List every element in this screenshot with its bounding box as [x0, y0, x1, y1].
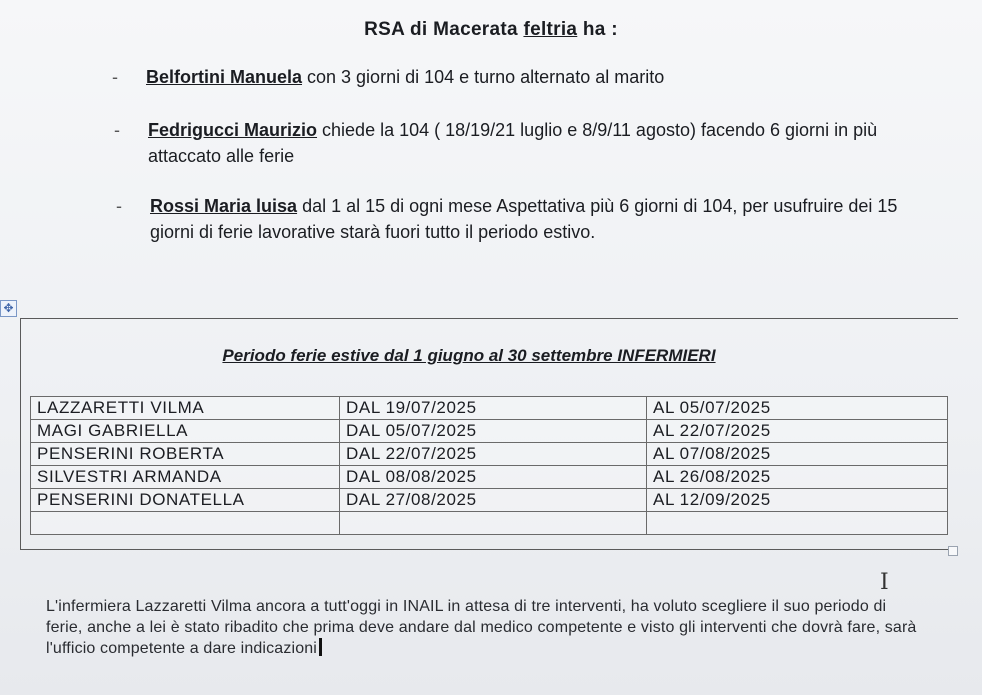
cell-to[interactable]: AL 12/09/2025 [647, 489, 948, 512]
cell-from[interactable]: DAL 08/08/2025 [340, 466, 647, 489]
bullet-item [112, 64, 946, 90]
bullet-item [114, 117, 948, 169]
cell-to[interactable]: AL 22/07/2025 [647, 420, 948, 443]
bullet-text: chiede la 104 ( 18/19/21 luglio e 8/9/11 agosto) facendo 6 giorni in più attaccato alle ferie [148, 120, 878, 166]
title-prefix: RSA di Macerata [364, 19, 524, 40]
cell-name[interactable]: LAZZARETTI VILMA [31, 397, 340, 420]
table-resize-handle[interactable] [948, 546, 958, 556]
table-row [31, 397, 948, 420]
table-row [31, 489, 948, 512]
table-caption: Periodo ferie estive dal 1 giugno al 30 settembre INFERMIERI [222, 346, 716, 365]
cell-from[interactable]: DAL 27/08/2025 [340, 489, 647, 512]
document-title [0, 19, 982, 41]
cell-from[interactable]: DAL 19/07/2025 [340, 397, 647, 420]
cell-to[interactable]: AL 05/07/2025 [647, 397, 948, 420]
bullet-text: con 3 giorni di 104 e turno alternato al marito [302, 67, 665, 87]
table-move-handle-icon[interactable]: ✥ [0, 300, 17, 317]
bullet-item [116, 193, 920, 245]
cell-name[interactable] [31, 512, 340, 535]
text-caret [319, 638, 322, 656]
title-underlined-word: feltria [523, 19, 578, 40]
cell-to[interactable]: AL 26/08/2025 [647, 466, 948, 489]
note-text: L'infermiera Lazzaretti Vilma ancora a tutt'oggi in INAIL in attesa di tre interventi, ha voluto scegliere il suo periodo di ferie, anche a lei è stato ribadito che prima deve andare dal medico competente e visto gli interventi che dovrà fare, sarà l'ufficio competente a dare indicazioni [46, 598, 917, 657]
cell-to[interactable]: AL 07/08/2025 [647, 443, 948, 466]
bullet-text: dal 1 al 15 di ogni mese Aspettativa più 6 giorni di 104, per usufruire dei 15 giorni di ferie lavorative starà fuori tutto il periodo estivo. [150, 196, 898, 242]
cell-from[interactable]: DAL 05/07/2025 [340, 420, 647, 443]
cell-from[interactable]: DAL 22/07/2025 [340, 443, 647, 466]
vacation-table [30, 396, 948, 535]
bullet-dash: - [112, 67, 118, 87]
table-row [31, 443, 948, 466]
table-row [31, 420, 948, 443]
cell-name[interactable]: SILVESTRI ARMANDA [31, 466, 340, 489]
table-row [31, 466, 948, 489]
bullet-dash: - [116, 196, 122, 216]
i-beam-cursor-icon: I [880, 570, 889, 595]
cell-from[interactable] [340, 512, 647, 535]
title-suffix: ha : [577, 19, 618, 40]
bullet-person-name: Fedrigucci Maurizio [148, 120, 318, 140]
bullet-person-name: Belfortini Manuela [146, 67, 303, 87]
bullet-person-name: Rossi Maria luisa [150, 196, 298, 216]
cell-name[interactable]: PENSERINI DONATELLA [31, 489, 340, 512]
cell-name[interactable]: PENSERINI ROBERTA [31, 443, 340, 466]
bullet-dash: - [114, 120, 120, 140]
cell-name[interactable]: MAGI GABRIELLA [31, 420, 340, 443]
table-row-empty [31, 512, 948, 535]
cell-to[interactable] [647, 512, 948, 535]
note-paragraph[interactable] [46, 596, 926, 659]
